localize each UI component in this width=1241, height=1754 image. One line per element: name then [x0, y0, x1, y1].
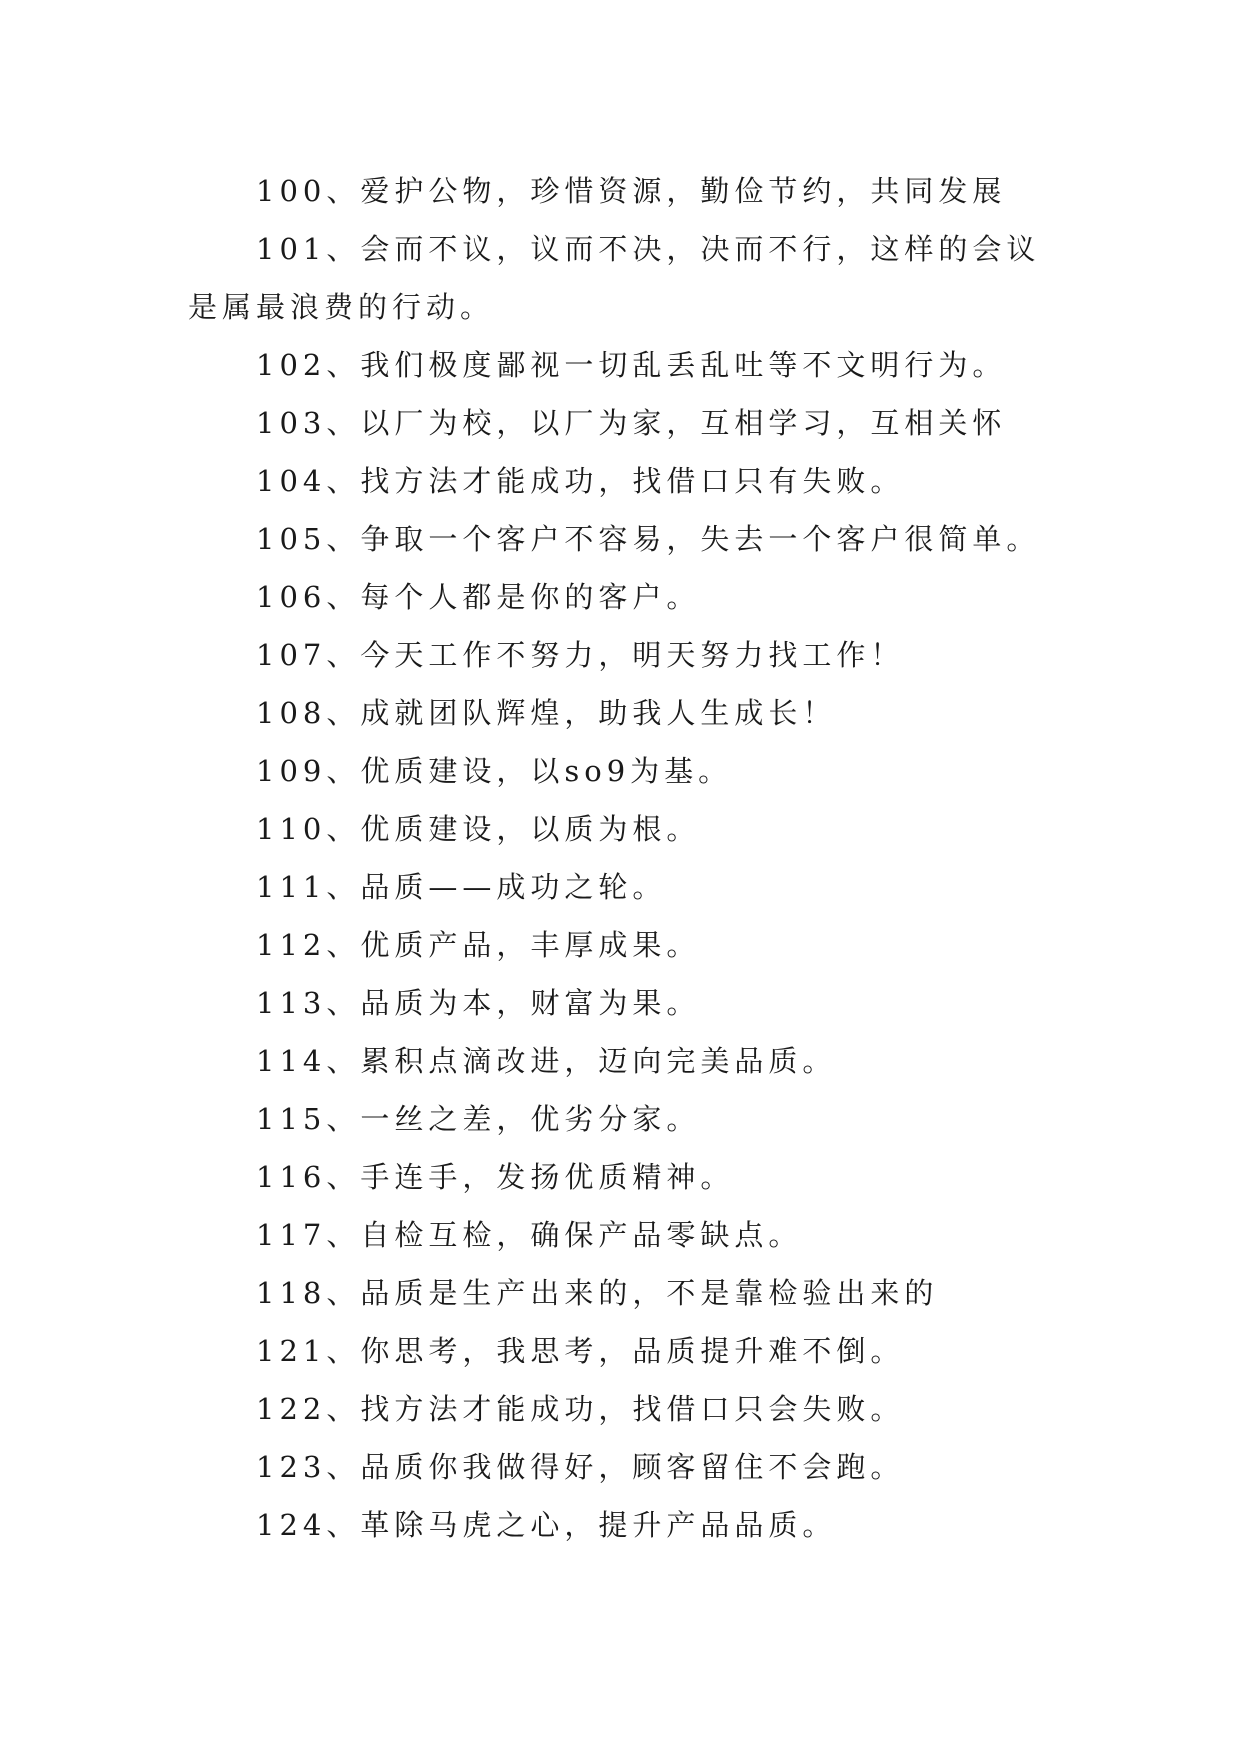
- slogan-106: 106、每个人都是你的客户。: [256, 580, 701, 614]
- slogan-124: 124、革除马虎之心，提升产品品质。: [256, 1508, 837, 1542]
- slogan-117: 117、自检互检，确保产品零缺点。: [256, 1218, 803, 1252]
- slogan-122: 122、找方法才能成功，找借口只会失败。: [256, 1392, 905, 1426]
- slogan-101: 101、会而不议，议而不决，决而不行，这样的会议是属最浪费的行动。: [188, 232, 1041, 324]
- slogan-111: 111、品质——成功之轮。: [256, 870, 667, 904]
- slogan-105: 105、争取一个客户不容易，失去一个客户很简单。: [256, 522, 1041, 556]
- slogan-104: 104、找方法才能成功，找借口只有失败。: [256, 464, 905, 498]
- slogan-100: 100、爱护公物，珍惜资源，勤俭节约，共同发展: [256, 174, 1007, 208]
- slogan-118: 118、品质是生产出来的，不是靠检验出来的: [256, 1276, 939, 1310]
- slogan-116: 116、手连手，发扬优质精神。: [256, 1160, 735, 1194]
- slogan-109: 109、优质建设，以so9为基。: [256, 754, 733, 788]
- slogan-113: 113、品质为本，财富为果。: [256, 986, 701, 1020]
- slogan-114: 114、累积点滴改进，迈向完美品质。: [256, 1044, 837, 1078]
- slogan-list: [188, 162, 1048, 1554]
- slogan-115: 115、一丝之差，优劣分家。: [256, 1102, 701, 1136]
- slogan-107: 107、今天工作不努力，明天努力找工作！: [256, 638, 905, 672]
- slogan-108: 108、成就团队辉煌，助我人生成长！: [256, 696, 837, 730]
- slogan-102: 102、我们极度鄙视一切乱丢乱吐等不文明行为。: [256, 348, 1007, 382]
- slogan-110: 110、优质建设，以质为根。: [256, 812, 701, 846]
- slogan-112: 112、优质产品，丰厚成果。: [256, 928, 701, 962]
- slogan-103: 103、以厂为校，以厂为家，互相学习，互相关怀: [256, 406, 1007, 440]
- slogan-121: 121、你思考，我思考，品质提升难不倒。: [256, 1334, 905, 1368]
- slogan-123: 123、品质你我做得好，顾客留住不会跑。: [256, 1450, 905, 1484]
